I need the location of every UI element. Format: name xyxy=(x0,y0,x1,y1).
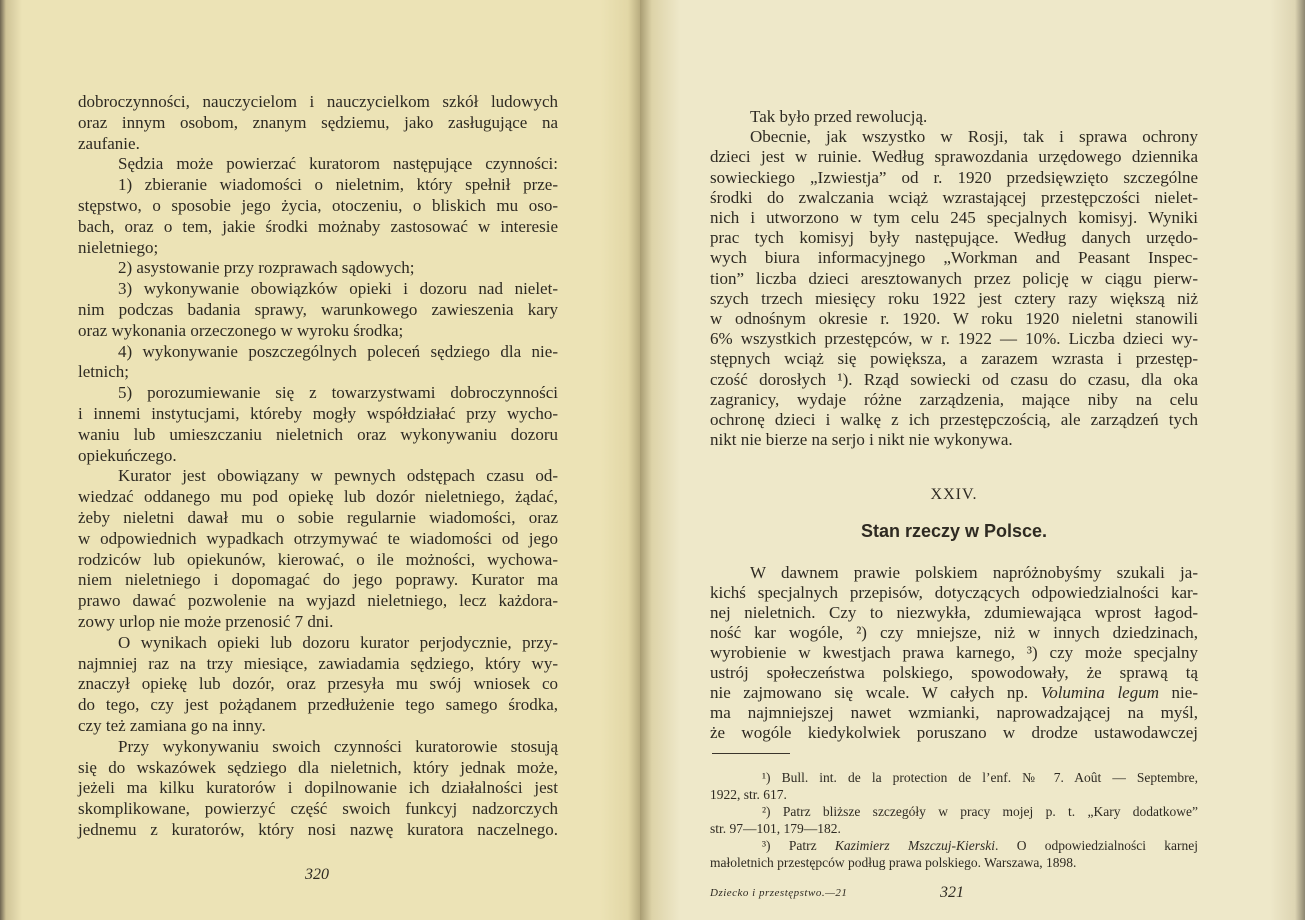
italic-text: Kazimierz Mszczuj-Kierski xyxy=(834,838,995,853)
text-line: 4) wykonywanie poszczególnych poleceń sędziego dla nie- xyxy=(118,341,558,361)
text-line: Sędzia może powierzać kuratorom następujące czynności: xyxy=(118,154,558,174)
text-line: wych biura informacyjnego „Workman and Peasant Inspec- xyxy=(710,248,1198,268)
paragraph xyxy=(78,737,558,841)
text-line: 1) zbieranie wiadomości o nieletnim, który spełnił prze- xyxy=(118,175,558,195)
paragraph xyxy=(710,127,1198,450)
text-line: wiedzać oddanego mu pod opiekę lub dozór nieletniego, żądać, xyxy=(78,487,558,507)
text-line: i innemi instytucjami, któreby mogły współdziałać przy wycho- xyxy=(78,403,558,423)
text-line: oraz innym osobom, znanym sędziemu, jako zasługujące na xyxy=(78,112,558,132)
text-segment: . O odpowiedzialności karnej xyxy=(995,838,1199,853)
text-line: stępnych wciąż się powiększa, a zarazem wzrasta i przestęp- xyxy=(710,349,1198,369)
paragraph xyxy=(78,258,558,279)
text-line: jeżeli ma kilku kuratorów i dopilnowanie ich działalności jest xyxy=(78,778,558,798)
text-line: Przy wykonywaniu swoich czynności kuratorowie stosują xyxy=(118,736,558,756)
footnote-divider xyxy=(712,753,790,754)
text-line: 2) asystowanie przy rozprawach sądowych; xyxy=(118,258,415,278)
text-line xyxy=(710,837,1198,854)
text-line: opiekuńczego. xyxy=(78,445,177,465)
text-line: niem nieletniego i dopomagać do jego poprawy. Kurator ma xyxy=(78,570,558,590)
text-line: bach, oraz o tem, jakie środki możnaby zastosować w interesie xyxy=(78,216,558,236)
right-page-text xyxy=(710,107,1198,450)
left-page xyxy=(0,0,640,920)
text-line: nim podczas badania sprawy, warunkowego zawieszenia kary xyxy=(78,299,558,319)
text-line: oraz wykonania orzeczonego w wyroku środka; xyxy=(78,320,404,340)
text-line: małoletnich przestępców podług prawa polskiego. Warszawa, 1898. xyxy=(710,855,1077,870)
text-line: do tego, czy jest pożądanem przedłużenie tego samego środka, xyxy=(78,695,558,715)
printer-signature: Dziecko i przestępstwo.—21 xyxy=(710,887,848,899)
paragraph xyxy=(78,175,558,258)
text-line: żeby nieletni dawał mu o sobie regularnie wiadomości, oraz xyxy=(78,507,558,527)
text-line: znaczył opiekę lub dozór, oraz przesyła mu swój wniosek co xyxy=(78,674,558,694)
chapter-title: Stan rzeczy w Polsce. xyxy=(860,521,1048,541)
text-line: ¹) Bull. int. de la protection de l’enf. № 7. Août — Septembre, xyxy=(762,770,1198,785)
text-line: nej nieletnich. Czy to niezwykła, zdumiewająca wprost łagod- xyxy=(710,603,1198,622)
footnotes xyxy=(710,769,1198,871)
text-line: dzieci jest w ruinie. Według sprawozdania urzędowego dziennika xyxy=(710,147,1198,167)
paragraph xyxy=(78,466,558,632)
text-line xyxy=(710,683,1198,703)
paragraph xyxy=(78,279,558,341)
paragraph xyxy=(78,383,558,466)
text-line: waniu lub umieszczaniu nieletnich oraz wykonywaniu dozoru xyxy=(78,424,558,444)
text-line: wyrobienie w kwestjach prawa karnego, ³) czy może specjalny xyxy=(710,643,1198,662)
text-segment: nie- xyxy=(1159,683,1198,702)
text-line: dobroczynności, nauczycielom i nauczycielkom szkół ludowych xyxy=(78,92,558,111)
text-line: nich i utworzono w tym celu 245 specjalnych komisyj. Wyniki xyxy=(710,208,1198,228)
text-line: 6% wszystkich przestępców, w r. 1922 — 10%. Liczba dzieci wy- xyxy=(710,329,1198,349)
text-line: nikt nie bierze na serjo i nikt nie wykonywa. xyxy=(710,430,1013,450)
text-line: rodziców lub opiekunów, kierować, o ile możności, wychowa- xyxy=(78,549,558,569)
page-number: 321 xyxy=(940,884,964,901)
text-line: letnich; xyxy=(78,362,129,382)
text-line: prawo dawać pozwolenie na wyjazd nieletniego, lecz każdora- xyxy=(78,591,558,611)
italic-text: Volumina legum xyxy=(1040,683,1160,702)
text-line: ochronę dzieci i walkę z ich przestępczością, ale zarządzeń tych xyxy=(710,410,1198,430)
text-line: 3) wykonywanie obowiązków opieki i dozoru nad nielet- xyxy=(118,279,558,299)
right-page xyxy=(640,0,1305,920)
text-line: stępstwo, o sposobie jego życia, otoczeniu, o bliskich mu oso- xyxy=(78,195,558,215)
text-line: zagranicy, wydaje różne zarządzenia, mające niby na celu xyxy=(710,389,1198,409)
text-line: że wogóle kiedykolwiek poruszano w drodze ustawodawczej xyxy=(710,723,1198,742)
chapter-number: XXIV. xyxy=(930,486,978,503)
text-line: ustrój społeczeństwa polskiego, spowodowały, że sprawą tą xyxy=(710,663,1198,682)
text-line: w odnośnym okresie r. 1920. W roku 1920 nieletni stanowili xyxy=(710,309,1198,329)
text-segment: ³) Patrz xyxy=(762,838,835,853)
text-line: Obecnie, jak wszystko w Rosji, tak i sprawa ochrony xyxy=(750,127,1198,147)
text-line: str. 97—101, 179—182. xyxy=(710,821,841,836)
text-line: W dawnem prawie polskiem napróżnobyśmy szukali ja- xyxy=(750,563,1198,582)
text-line: czy też zamiana go na inny. xyxy=(78,715,266,735)
text-line: się do wskazówek sędziego dla nieletnich, który jednak może, xyxy=(78,757,558,777)
text-line: Tak było przed rewolucją. xyxy=(750,107,928,126)
text-line: O wynikach opieki lub dozoru kurator perjodycznie, przy- xyxy=(118,632,558,652)
paragraph xyxy=(78,154,558,175)
text-line: zowy urlop nie może przenosić 7 dni. xyxy=(78,611,334,631)
text-line: szych trzech miesięcy roku 1922 jest cztery razy większą niż xyxy=(710,288,1198,308)
paragraph xyxy=(710,107,1198,127)
text-line: tion” liczba dzieci aresztowanych przez policję w ciągu pierw- xyxy=(710,268,1198,288)
text-line: nieletniego; xyxy=(78,237,159,257)
text-line: sowieckiego „Izwiestja” od r. 1920 przedsięwzięto szczególne xyxy=(710,167,1198,187)
text-line: prac tych komisyj były następujące. Według danych urzędo- xyxy=(710,228,1198,248)
text-line: 5) porozumiewanie się z towarzystwami dobroczynności xyxy=(118,383,558,403)
text-line: Kurator jest obowiązany w pewnych odstępach czasu od- xyxy=(118,466,558,486)
text-line: czość dorosłych ¹). Rząd sowiecki od czasu do czasu, dla oka xyxy=(710,369,1198,389)
text-line: ²) Patrz bliższe szczegóły w pracy mojej p. t. „Kary dodatkowe” xyxy=(762,804,1198,819)
paragraph xyxy=(78,342,558,384)
left-page-text xyxy=(78,92,558,841)
text-line: zaufanie. xyxy=(78,133,140,153)
text-line: ma najmniejszej nawet wzmianki, naprowadzającej na myśl, xyxy=(710,703,1198,722)
text-line: środki do zwalczania wciąż wzrastającej przestępczości nielet- xyxy=(710,187,1198,207)
text-line: 1922, str. 617. xyxy=(710,787,787,802)
section-paragraph xyxy=(710,563,1198,743)
text-line: jednemu z kuratorów, który nosi nazwę kuratora naczelnego. xyxy=(78,819,558,839)
text-line: ność kar wogóle, ²) czy mniejsze, niż w innych dziedzinach, xyxy=(710,623,1198,642)
paragraph xyxy=(78,633,558,737)
text-line: najmniej raz na trzy miesiące, zawiadamia sędziego, który wy- xyxy=(78,653,558,673)
page-number: 320 xyxy=(305,866,329,883)
text-line: kichś specjalnych przepisów, dotyczących odpowiedzialności kar- xyxy=(710,583,1198,602)
text-segment: nie zajmowano się wcale. W całych np. xyxy=(710,683,1041,702)
text-line: w odpowiednich wypadkach otrzymywać te wiadomości od jego xyxy=(78,528,558,548)
paragraph xyxy=(78,92,558,154)
text-line: skomplikowane, powierzyć część swoich funkcyj nadzorczych xyxy=(78,799,558,819)
